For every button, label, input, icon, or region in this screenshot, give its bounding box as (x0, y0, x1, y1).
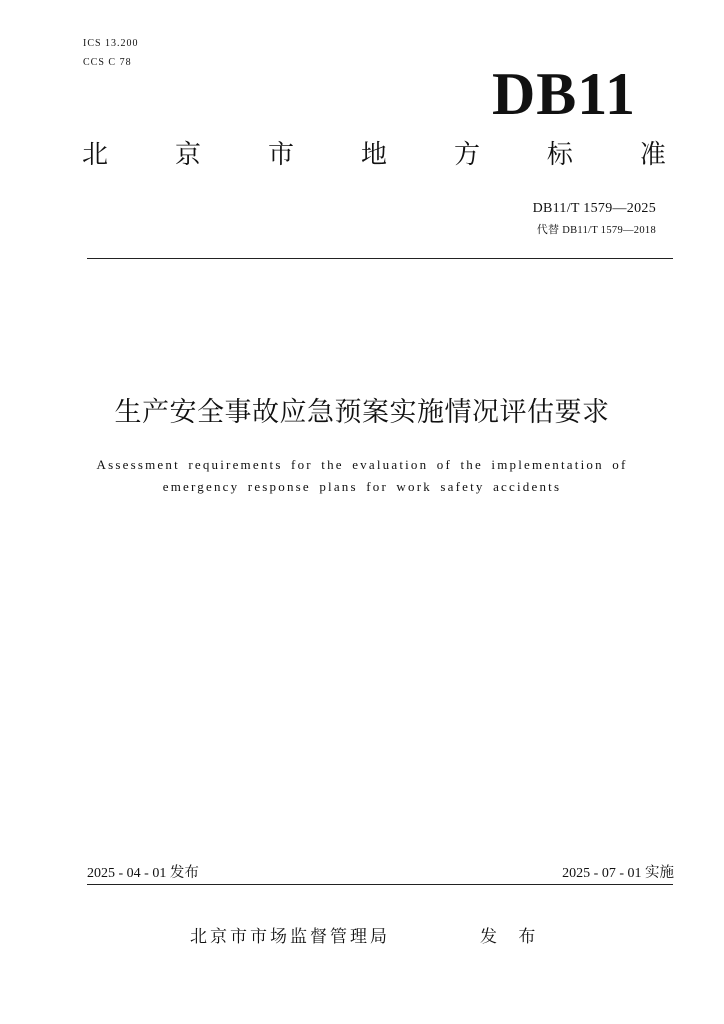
document-title-en (62, 454, 662, 498)
publisher-name: 北京市市场监督管理局 (190, 927, 390, 947)
replaces-number: DB11/T 1579—2018 (562, 225, 656, 236)
replaces-line (537, 224, 656, 237)
db11-logo: DB11 (491, 61, 636, 127)
ccs-code: CCS C 78 (83, 57, 132, 68)
standard-type-heading (82, 138, 666, 172)
publish-date-line (87, 864, 199, 883)
implement-date-line (562, 864, 674, 883)
footer-divider (87, 884, 673, 885)
standard-number: DB11/T 1579—2025 (532, 201, 656, 216)
implement-date: 2025 - 07 - 01 (562, 866, 642, 881)
standard-type-char: 北 (82, 140, 109, 170)
standard-type-char: 地 (360, 140, 387, 170)
document-title-cn: 生产安全事故应急预案实施情况评估要求 (114, 397, 610, 428)
title-en-line: Assessment requirements for the evaluation of the implementation of (96, 457, 628, 472)
publish-date: 2025 - 04 - 01 (87, 866, 167, 881)
standard-type-char: 方 (453, 140, 480, 170)
standard-type-char: 京 (174, 140, 201, 170)
publish-label: 发布 (169, 865, 199, 881)
ics-code: ICS 13.200 (83, 38, 139, 49)
publisher-action: 发 布 (480, 927, 544, 947)
standard-type-char: 标 (546, 140, 573, 170)
title-en-line: emergency response plans for work safety accidents (162, 479, 562, 494)
replaces-label: 代替 (536, 223, 560, 236)
standard-type-char: 市 (267, 140, 294, 170)
implement-label: 实施 (645, 865, 674, 881)
standard-type-char: 准 (639, 140, 666, 170)
header-divider (87, 258, 673, 259)
